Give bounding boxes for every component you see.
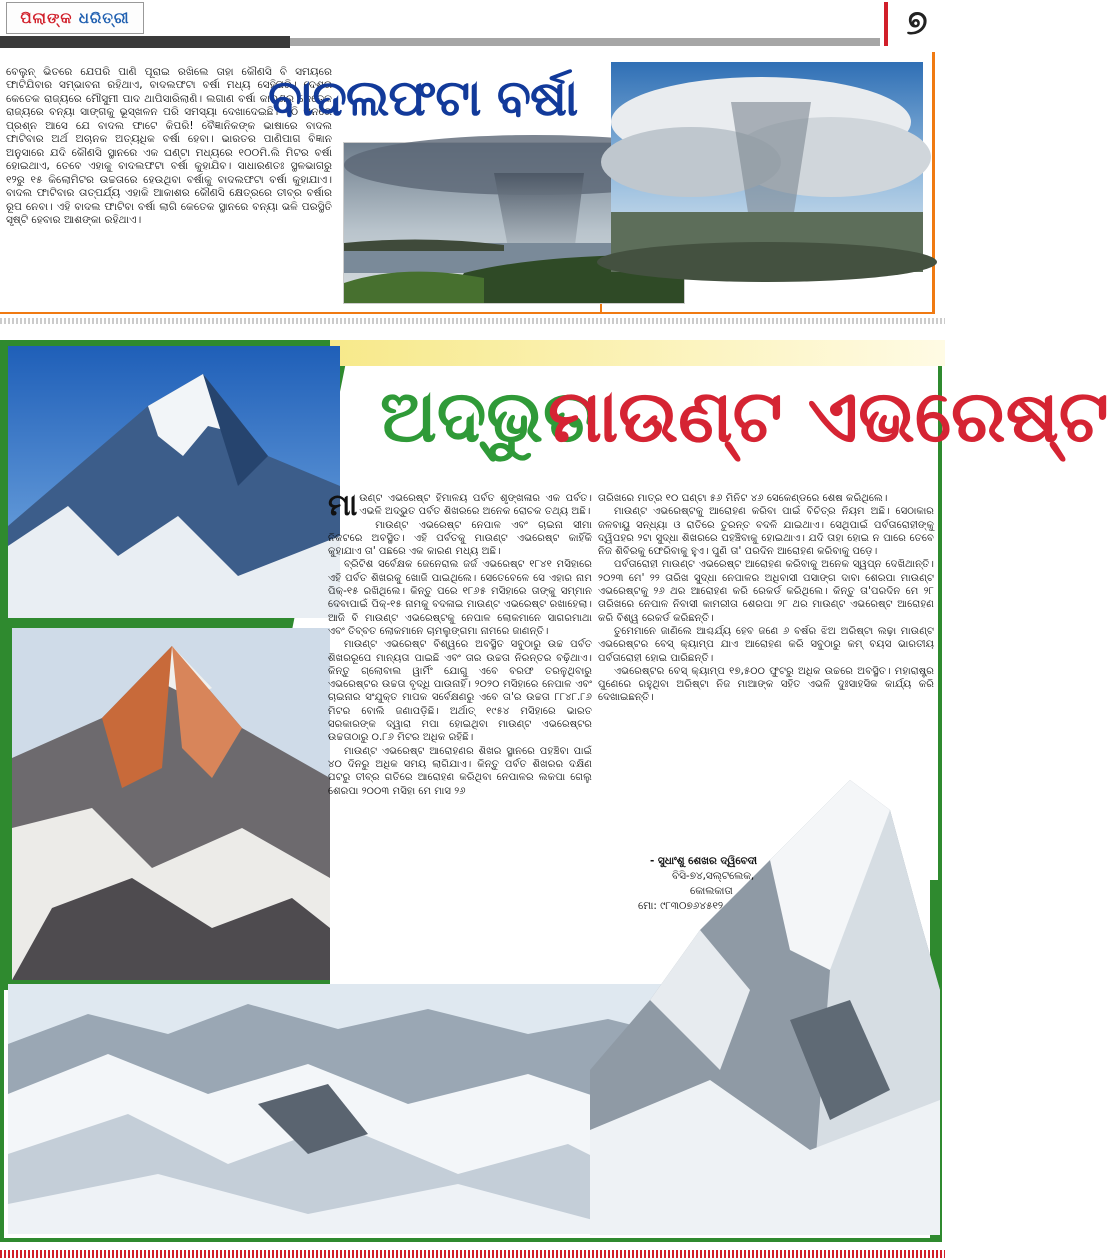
masthead-logo [6,2,144,34]
ama-dablam-photo [590,770,940,1235]
ama-dablam-illustration [590,770,940,1235]
header-bar-grey [290,38,880,46]
everest-paragraph-1-text: ଉଣ୍ଟ ଏଭରେଷ୍ଟ ହିମାଳୟ ପର୍ବତ ଶୃଙ୍ଖଳାର ଏକ ପର୍ବତ। ଏଭଳି ଅଦ୍ଭୁତ ପର୍ବତ ଶିଖରରେ ଅନେକ ରୋଚକ ତଥ୍ୟ ଅଛି। [359,493,592,518]
everest-peak-photo [8,346,340,618]
everest-paragraph-2: ମାଉଣ୍ଟ ଏଭରେଷ୍ଟ ନେପାଳ ଏବଂ ଚାଇନା ସୀମା ନିକଟରେ ଅବସ୍ଥିତ। ଏହି ପର୍ବତକୁ ମାଉଣ୍ଟ ଏଭରେଷ୍ଟ କାହିଁକି କୁହାଯାଏ ତା' ପଛରେ ଏକ କାରଣ ମଧ୍ୟ ଅଛି। [328,519,592,558]
masthead-logo-part1: ପିଲାଙ୍କ [20,9,73,27]
everest-paragraph-3: ବ୍ରିଟିଶ ସର୍ବେକ୍ଷକ ଜେନେରାଲ ଜର୍ଜ ଏଭରେଷ୍ଟ ୧୮୪୧ ମସିହାରେ ଏହି ପର୍ବତ ଶିଖରକୁ ଖୋଜି ପାଇଥିଲେ। ସେତେବେଳେ ସେ ଏହାର ନାମ ପିକ୍-୧୫ ରଖିଥିଲେ। କିନ୍ତୁ ପରେ ୧୮୬୫ ମସିହାରେ ତାଙ୍କୁ ସମ୍ମାନ ଦେବାପାଇଁ ପିକ୍-୧୫ ନାମକୁ ବଦଳାଇ ମାଉଣ୍ଟ ଏଭରେଷ୍ଟ ରଖାହେଲା। ଆଜି ବି ମାଉଣ୍ଟ ଏଭରେଷ୍ଟକୁ ନେପାଳ ଲୋକମାନେ ସାଗରମାଥା ଏବଂ ତିବ୍ବତ ଲୋକମାନେ ଚାମଲୁଙ୍ଗମା ନାମରେ ଜାଣନ୍ତି। [328,559,592,637]
footer-stripe [0,1250,945,1258]
author-address-line1: ବିସି-୭୪,ସଲ୍ଟଲେକ, [672,870,755,882]
everest-paragraph-6: ତାରିଖରେ ମାତ୍ର ୧୦ ଘଣ୍ଟା ୫୬ ମିନିଟ ୪୬ ସେକେଣ୍ଡରେ ଶେଷ କରିଥିଲେ। [598,493,888,504]
masthead-logo-part2: ଧରିତ୍ରୀ [78,9,130,27]
everest-paragraph-5: ମାଉଣ୍ଟ ଏଭରେଷ୍ଟ ଆରୋହଣର ଶିଖର ସ୍ଥାନରେ ପହଞ୍ଚିବା ପାଇଁ ୪୦ ଦିନରୁ ଅଧିକ ସମୟ ଲାଗିଯାଏ। କିନ୍ତୁ ପର୍ବତ ଶିଖରର ଦକ୍ଷିଣ ପଟରୁ ତୀବ୍ର ଗତିରେ ଆରୋହଣ କରିଥିବା ନେପାଳର ଲକପା ଗେଲୁ ଶେରପା ୨୦୦୩ ମସିହା ମେ ମାସ ୨୬ [328,745,592,797]
everest-paragraph-9: ତୁମେମାନେ ଜାଣିଲେ ଆଶ୍ଚର୍ଯ୍ୟ ହେବ ଜଣେ ୬ ବର୍ଷର ଝିଅ ଅରିଷ୍ଟା ଲଢ଼ା ମାଉଣ୍ଟ ଏଭରେଷ୍ଟର ବେସ୍ କ୍ୟାମ୍ପ ଯାଏ ଆରୋହଣ କରି ସବୁଠାରୁ କମ୍ ବୟସ ଭାରତୀୟ ପର୍ବତାରୋହୀ ହୋଇ ପାରିଛନ୍ତି। [598,625,934,664]
mountain-sunset-photo [12,628,330,980]
cloudburst-body: ବେଲୁନ୍ ଭିତରେ ଯେପରି ପାଣି ପୂରାଇ ରଖିଲେ ତାହା କୌଣସି ବି ସମୟରେ ଫାଟିଯିବାର ସମ୍ଭାବନା ରହିଥାଏ, ବାଦଲଫଟା ବର୍ଷା ମଧ୍ୟ ସେହିପରି। ଦେଶର କେତେକ ରାଜ୍ୟରେ ମୌସୁମୀ ପାଦ ଥାପିସାରିଲାଣି। ଲଗାଣ ବର୍ଷା କାରଣରୁ କେତେକ ରାଜ୍ୟରେ ବନ୍ୟା ସାଙ୍ଗକୁ ଭୂସ୍ଖଳନ ପରି ସମସ୍ୟା ଦେଖାଦେଇଛି। ଏଠି ମନରେ ପ୍ରଶ୍ନ ଆସେ ଯେ ବାଦଲ ଫାଟେ କିପରି! ବୈଜ୍ଞାନିକଙ୍କ ଭାଷାରେ ବାଦଲ ଫାଟିବାର ଅର୍ଥ ଅଚାନକ ଅତ୍ୟଧିକ ବର୍ଷା ହେବା। ଭାରତର ପାଣିପାଗ ବିଜ୍ଞାନ ଅନୁସାରେ ଯଦି କୌଣସି ସ୍ଥାନରେ ଏକ ଘଣ୍ଟା ମଧ୍ୟରେ ୧୦୦ମି.ଲି ମିଟର ବର୍ଷା ହୋଇଥାଏ, ତେବେ ଏହାକୁ ବାଦଲଫଟା ବର୍ଷା କୁହାଯିବ। ସାଧାରଣତଃ ସ୍ଥଳଭାଗରୁ ୧୨ରୁ ୧୫ କିଲୋମିଟର ଉଚ୍ଚତାରେ ହେଉଥିବା ବର୍ଷାକୁ ବାଦଲଫଟା ବର୍ଷା କୁହାଯାଏ। ବାଦଲ ଫାଟିବାର ତାତ୍ପର୍ଯ୍ୟ ଏହାକି ଆକାଶର କୌଣସି କ୍ଷେତ୍ରରେ ତୀବ୍ର ବର୍ଷାର ରୂପ ନେବା। ଏହି ବାଦଲ ଫାଟିବା ବର୍ଷା ଲାଗି କେତେକ ସ୍ଥାନରେ ବନ୍ୟା ଭଳି ପରସ୍ଥିତି ସୃଷ୍ଟି ହେବାର ଆଶଙ୍କା ରହିଥାଏ। [6,66,332,226]
header-divider [884,2,888,46]
everest-peak-illustration [8,346,340,618]
mountain-sunset-illustration [12,628,330,980]
section-divider [0,318,945,324]
everest-column-2 [598,492,934,822]
author-address-line2: କୋଲକାତା [690,885,733,897]
author-byline [638,854,830,926]
everest-paragraph-1 [328,488,592,523]
everest-paragraph-10: ଏଭରେଷ୍ଟର ବେସ୍ କ୍ୟାମ୍ପ ୧୭,୫୦୦ ଫୁଟରୁ ଅଧିକ ଉଚ୍ଚରେ ଅବସ୍ଥିତ। ମହାରାଷ୍ଟ୍ର ପୁଣେରେ ରହୁଥିବା ଅରିଷ୍ଟା ନିଜ ମାଆଙ୍କ ସହିତ ଏଭଳି ଦୁଃସାହସିକ କାର୍ଯ୍ୟ କରି ଦେଖାଇଛନ୍ତି। [598,665,934,704]
everest-paragraph-7: ମାଉଣ୍ଟ ଏଭରେଷ୍ଟକୁ ଆରୋହଣ କରିବା ପାଇଁ ବିଚିତ୍ର ନିୟମ ଅଛି। ସେଠାକାର ଜଳବାୟୁ ସନ୍ଧ୍ୟା ଓ ରାତିରେ ତୁରନ୍ତ ବଦଳି ଯାଇଥାଏ। ସେଥିପାଇଁ ପର୍ବତାରୋହୀଙ୍କୁ ଦ୍ୱିପହର ୨ଟା ସୁଦ୍ଧା ଶିଖରରେ ପହଞ୍ଚିବାକୁ ହୋଇଥାଏ। ଯଦି ତାହା ହୋଇ ନ ପାରେ ତେବେ ନିଜ ଶିବିରକୁ ଫେରିବାକୁ ହୁଏ। ପୁଣି ତା' ପରଦିନ ଆରୋହଣ କରିବାକୁ ପଡ଼େ। [598,506,934,558]
author-name: - ସୁଧାଂଶୁ ଶେଖର ଦ୍ୱିବେଦୀ [650,855,758,867]
everest-column-1 [328,488,592,1002]
header-bar-dark [0,36,290,48]
everest-title-red: ମାଉଣ୍ଟ ଏଭରେଷ୍ଟ [548,374,1109,458]
cloud-aerial-illustration [611,62,923,272]
everest-paragraph-4: ମାଉଣ୍ଟ ଏଭରେଷ୍ଟ ବିଶ୍ୱରେ ଅବସ୍ଥିତ ସବୁଠାରୁ ଉଚ୍ଚ ପର୍ବତ ଶିଖରରୂପେ ମାନ୍ୟତା ପାଇଛି ଏବଂ ତାର ଉଚ୍ଚତା ନିରନ୍ତର ବଢ଼ିଥାଏ। କିନ୍ତୁ ଗ୍ଲୋବାଲ ୱାର୍ମିଂ ଯୋଗୁ ଏବେ ବରଫ ତରଳୁଥିବାରୁ ଏଭରେଷ୍ଟର ଉଚ୍ଚତା ବୃଦ୍ଧି ପାଉନାହିଁ। ୨୦୨୦ ମସିହାରେ ନେପାଳ ଏବଂ ଚାଇନାର ସଂଯୁକ୍ତ ମାପକ ସର୍ବେକ୍ଷଣରୁ ଏବେ ତା'ର ଉଚ୍ଚତା ୮୮୪୮.୮୬ ମିଟର ବୋଲି ଜଣାପଡ଼ିଛି। ଅର୍ଥାତ୍ ୧୯୫୪ ମସିହାରେ ଭାରତ ସରକାରଙ୍କ ଦ୍ୱାରା ମପା ହୋଇଥିବା ମାଉଣ୍ଟ ଏଭରେଷ୍ଟର ଉଚ୍ଚତାଠାରୁ ୦.୮୬ ମିଟର ଅଧିକ ରହିଛି। [328,639,592,744]
everest-dropcap: ମା [328,488,358,523]
author-phone: ମୋ: ୯୮୩୦୭୬୪୫୧୨ [638,900,724,912]
page-number: ୭ [906,3,928,43]
cloudburst-title: ବାଦଲଫଟା ବର୍ଷା [268,69,578,127]
everest-paragraph-8: ପର୍ବତାରୋହୀ ମାଉଣ୍ଟ ଏଭରେଷ୍ଟ ଆରୋହଣ କରିବାକୁ ଅନେକ ସ୍ୱପ୍ନ ଦେଖିଥାନ୍ତି। ୨୦୨୩ ମେ' ୨୨ ତାରିଖ ସୁଦ୍ଧା ନେପାଳର ଅଧିବାସୀ ପସାଙ୍ଗ ଦାବା ଶେରପା ମାଉଣ୍ଟ ଏଭରେଷ୍ଟକୁ ୨୬ ଥର ଆରୋହଣ କରି ରେକର୍ଡ କରିଥିଲେ। କିନ୍ତୁ ତା'ପରଦିନ ମେ ୨୮ ତାରିଖରେ ନେପାଳ ନିବାସୀ କାମରୀତା ଶେରପା ୨୮ ଥର ମାଉଣ୍ଟ ଏଭରେଷ୍ଟ ଆରୋହଣ କରି ବିଶ୍ୱ ରେକର୍ଡ କରିଛନ୍ତି। [598,559,934,624]
everest-title-band [330,340,945,366]
everest-title-green: ଅଦ୍ଭୁତ [380,374,595,458]
cloud-aerial-photo [611,62,923,272]
